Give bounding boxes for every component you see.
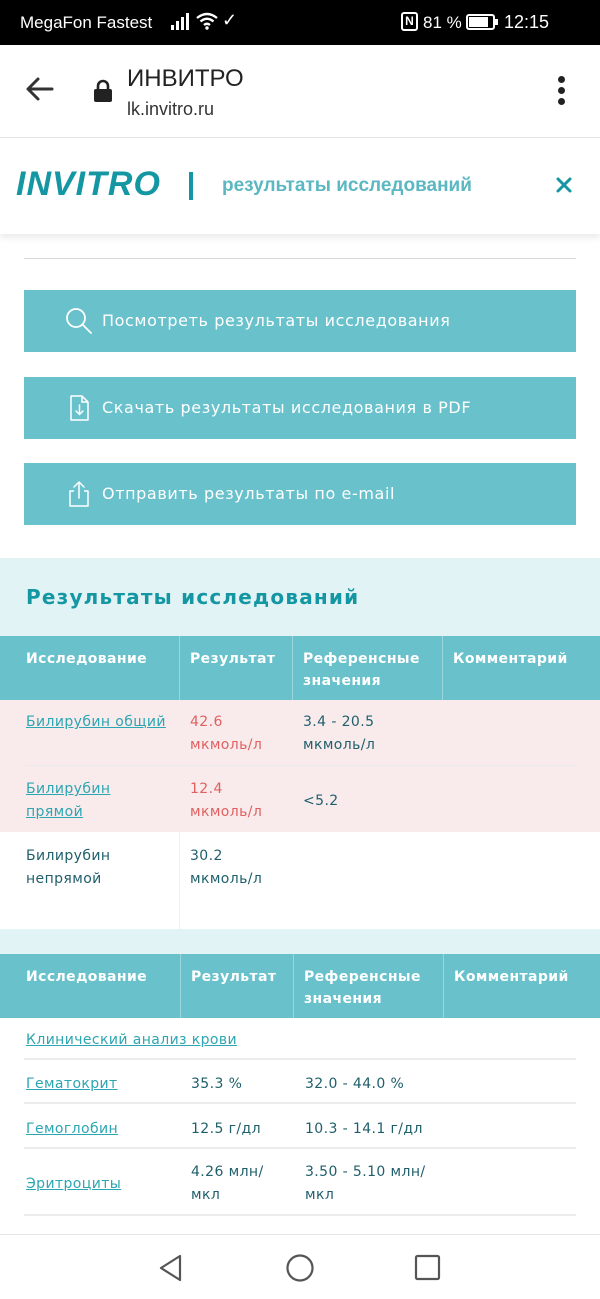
result-value: 30.2 мкмоль/л: [190, 848, 263, 887]
share-icon: [65, 480, 93, 508]
test-name-link[interactable]: Гематокрит: [26, 1076, 118, 1092]
url-text[interactable]: lk.invitro.ru: [127, 99, 215, 119]
recents-square-icon[interactable]: [413, 1253, 443, 1283]
row-divider: [24, 1147, 576, 1149]
invitro-logo[interactable]: INVITRO: [16, 165, 161, 203]
result-value: 42.6 мкмоль/л: [190, 714, 263, 753]
header-subtitle: результаты исследований: [222, 175, 472, 196]
col-separator: [442, 636, 443, 700]
col-separator: [443, 954, 444, 1018]
carrier-name: MegaFon Fastest: [20, 13, 153, 32]
logo-separator: [189, 172, 193, 200]
signal-icon: [171, 12, 191, 30]
results-section-header: [0, 558, 600, 636]
result-value: 4.26 млн/ мкл: [191, 1164, 264, 1203]
browser-toolbar: [0, 45, 600, 138]
check-icon: ✓: [222, 10, 238, 30]
table-row: [0, 700, 600, 766]
nfc-icon: N: [401, 12, 418, 31]
group-link[interactable]: Клинический анализ крови: [26, 1032, 238, 1048]
back-triangle-icon[interactable]: [156, 1253, 186, 1283]
send-email-button[interactable]: [24, 463, 576, 525]
battery-percent: 81 %: [423, 13, 462, 32]
close-icon[interactable]: [552, 173, 576, 197]
row-divider: [24, 1058, 576, 1060]
send-email-label: Отправить результаты по e-mail: [102, 484, 396, 503]
clock: 12:15: [504, 12, 550, 32]
section-gap: [0, 929, 600, 954]
table-row: [0, 832, 600, 929]
col-comment: Комментарий: [454, 969, 569, 985]
result-value: 12.5 г/дл: [191, 1121, 261, 1137]
col-separator: [179, 636, 180, 700]
divider: [24, 258, 576, 259]
test-name-link[interactable]: Билирубин прямой: [26, 781, 111, 820]
reference-value: 10.3 - 14.1 г/дл: [305, 1121, 423, 1137]
download-file-icon: [65, 394, 93, 422]
status-bar: [0, 0, 600, 45]
col-result: Результат: [190, 651, 276, 667]
home-circle-icon[interactable]: [285, 1253, 315, 1283]
battery-icon: [466, 14, 495, 30]
table-row: [0, 1062, 600, 1106]
more-vert-icon[interactable]: [552, 75, 572, 107]
reference-value: 32.0 - 44.0 %: [305, 1076, 405, 1092]
reference-value: 3.4 - 20.5 мкмоль/л: [303, 714, 376, 753]
table-header: [0, 636, 600, 700]
result-value: 12.4 мкмоль/л: [190, 781, 263, 820]
system-nav-bar: [0, 1234, 600, 1299]
col-separator: [180, 954, 181, 1018]
row-divider: [24, 1102, 576, 1104]
download-pdf-button[interactable]: [24, 377, 576, 439]
table-row: [0, 766, 600, 832]
reference-value: 3.50 - 5.10 млн/ мкл: [305, 1164, 426, 1203]
test-name-link[interactable]: Билирубин общий: [26, 714, 166, 730]
col-study: Исследование: [26, 969, 148, 985]
col-reference: Референсные значения: [303, 651, 420, 689]
wifi-icon: [196, 12, 218, 30]
table-row: [0, 1150, 600, 1220]
col-comment: Комментарий: [453, 651, 568, 667]
results-title: Результаты исследований: [26, 585, 360, 609]
table-header: [0, 954, 600, 1018]
table-row: [0, 1106, 600, 1150]
test-name: Билирубин непрямой: [26, 848, 111, 887]
page-title: ИНВИТРО: [127, 65, 244, 92]
col-separator: [293, 954, 294, 1018]
reference-value: <5.2: [303, 793, 339, 809]
row-divider: [24, 1214, 576, 1216]
lock-icon[interactable]: [93, 79, 113, 103]
view-results-label: Посмотреть результаты исследования: [102, 311, 451, 330]
col-result: Результат: [191, 969, 277, 985]
back-arrow-icon[interactable]: [24, 73, 56, 105]
result-value: 35.3 %: [191, 1076, 243, 1092]
site-header: [0, 139, 600, 234]
search-icon: [65, 307, 93, 335]
group-row: [0, 1018, 600, 1062]
view-results-button[interactable]: [24, 290, 576, 352]
col-study: Исследование: [26, 651, 148, 667]
test-name-link[interactable]: Гемоглобин: [26, 1121, 119, 1137]
col-separator: [292, 636, 293, 700]
download-pdf-label: Скачать результаты исследования в PDF: [102, 398, 472, 417]
test-name-link[interactable]: Эритроциты: [26, 1176, 122, 1192]
column-line: [179, 832, 180, 929]
col-reference: Референсные значения: [304, 969, 421, 1007]
